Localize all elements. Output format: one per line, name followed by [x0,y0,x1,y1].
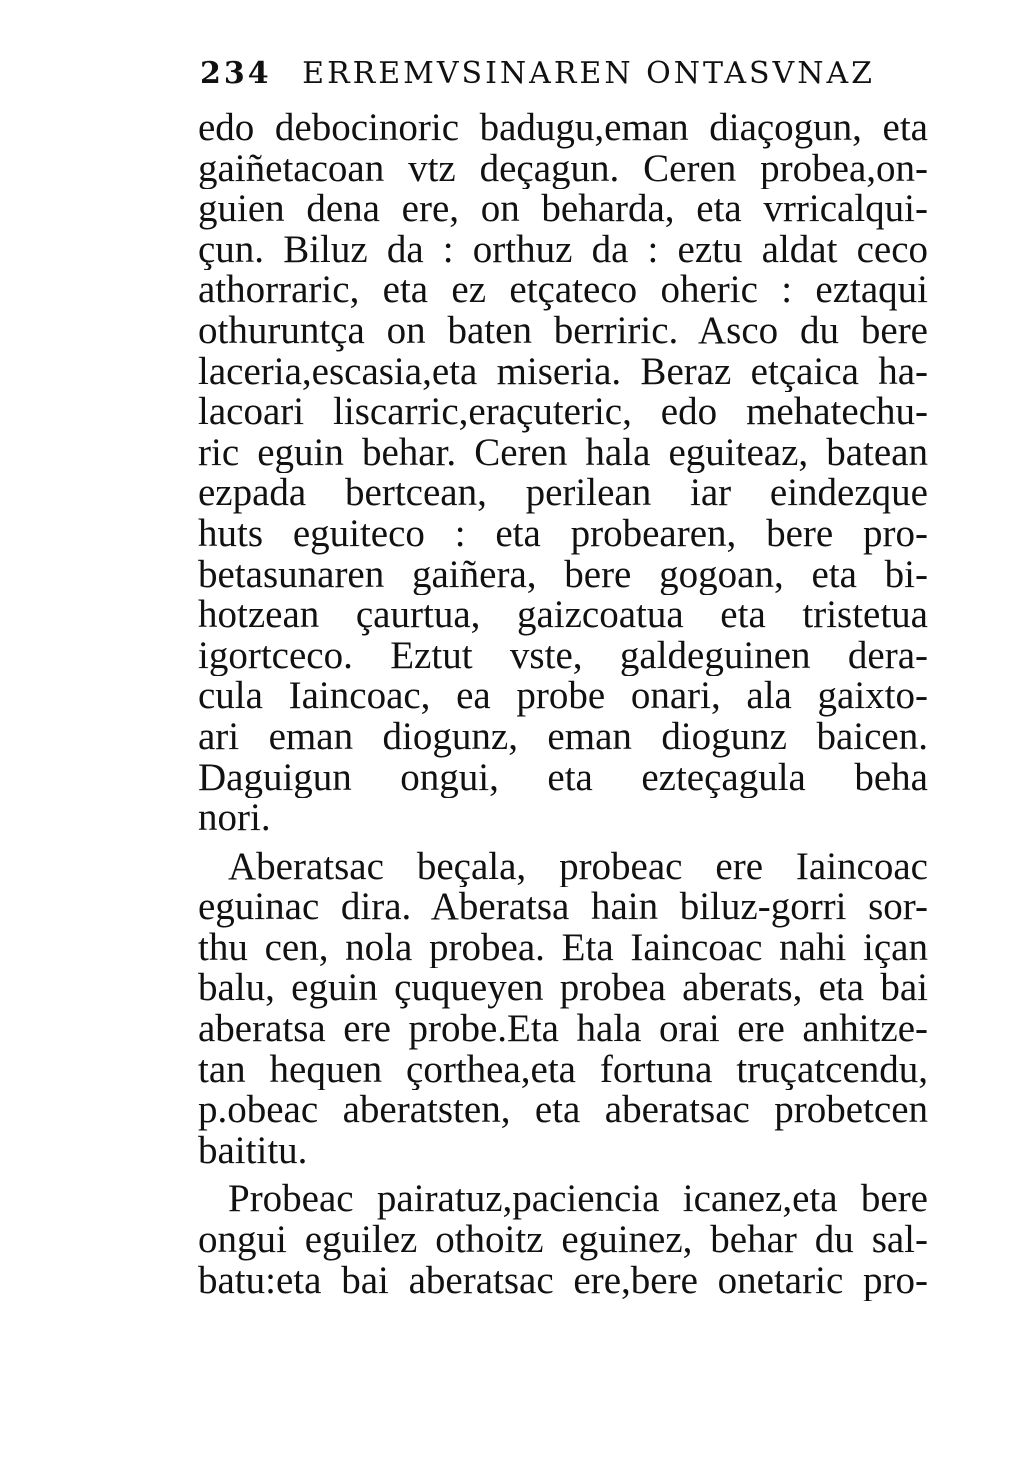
text-line: ongui eguilez othoitz eguinez, behar du sal- [198,1220,928,1261]
text-line: aberatsa ere probe.Eta hala orai ere anhitze- [198,1009,928,1050]
text-line: edo debocinoric badugu,eman diaçogun, eta [198,108,928,149]
text-line: thu cen, nola probea. Eta Iaincoac nahi içan [198,927,928,969]
text-line: betasunaren gaiñera, bere gogoan, eta bi- [198,554,928,596]
text-line: batu:eta bai aberatsac ere,bere onetaric pro- [198,1260,928,1302]
text-line: tan hequen çorthea,eta fortuna truçatcendu, [198,1049,928,1091]
running-head [200,56,920,106]
text-line: ari eman diogunz, eman diogunz baicen. [198,716,928,758]
text-line: othuruntça on baten berriric. Asco du bere [198,310,928,352]
text-line: çun. Biluz da : orthuz da : eztu aldat ceco [198,229,928,271]
paragraph [198,108,928,839]
paragraph [198,847,928,1172]
text-line: igortceco. Eztut vste, galdeguinen dera- [198,635,928,677]
text-line: Probeac pairatuz,paciencia icanez,eta bere [228,1179,928,1221]
text-line: eguinac dira. Aberatsa hain biluz-gorri sor- [198,887,928,928]
text-line: cula Iaincoac, ea probe onari, ala gaixto- [198,676,928,717]
text-line: baititu. [198,1130,308,1172]
text-line: nori. [198,798,271,839]
text-line: laceria,escasia,eta miseria. Beraz etçaica ha- [198,351,928,393]
body-text [198,108,928,1338]
text-line: balu, eguin çuqueyen probea aberats, eta bai [198,968,928,1010]
text-line: athorraric, eta ez etçateco oheric : eztaqui [198,270,928,311]
text-line: gaiñetacoan vtz deçagun. Ceren probea,on- [198,148,928,190]
text-line: Daguigun ongui, eta ezteçagula beha [198,757,928,799]
text-line: ezpada bertcean, perilean iar eindezque [198,473,928,514]
text-line: ric eguin behar. Ceren hala eguiteaz, batean [198,432,928,474]
page-number: 234 [200,56,272,91]
paragraph [198,1179,928,1301]
running-title: ERREMVSINAREN ONTASVNAZ [302,56,875,91]
paragraph-gap [198,1171,928,1179]
text-line: guien dena ere, on beharda, eta vrricalqui- [198,189,928,230]
text-line: huts eguiteco : eta probearen, bere pro- [198,513,928,555]
paragraph-gap [198,839,928,847]
text-line: lacoari liscarric,eraçuteric, edo mehatechu- [198,392,928,433]
text-line: Aberatsac beçala, probeac ere Iaincoac [228,846,928,888]
text-line: hotzean çaurtua, gaizcoatua eta tristetua [198,595,928,636]
text-line: p.obeac aberatsten, eta aberatsac probetcen [198,1090,928,1131]
